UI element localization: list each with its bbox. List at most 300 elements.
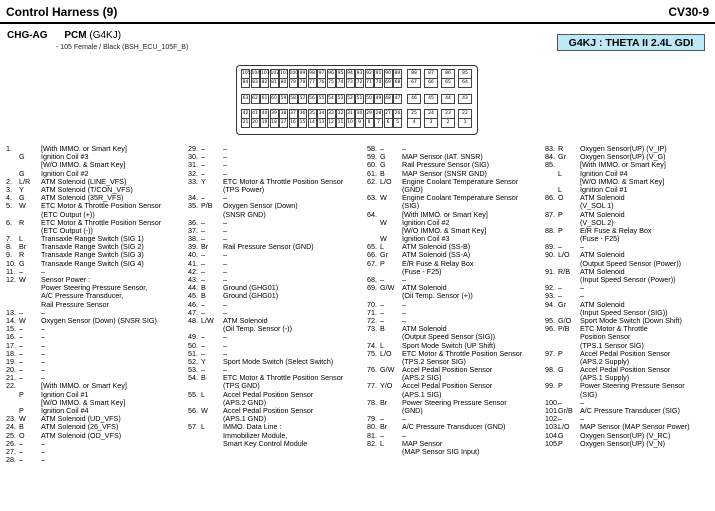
pin-description: – xyxy=(402,430,406,440)
connector-pin: 3 xyxy=(424,118,438,128)
pin-description: (GND) xyxy=(402,406,423,415)
connector-description: - 105 Female / Black (BSH_ECU_105F_B) xyxy=(56,44,189,51)
pin-description: [With IMMO. or Smart Key] xyxy=(41,144,127,153)
wire-color: G xyxy=(19,152,25,162)
pin-description: ATM Solenoid (OD_VFS) xyxy=(41,430,122,440)
pin-description: ATM Solenoid (SS-A) xyxy=(402,250,471,260)
connector-pin: 26 xyxy=(393,109,402,119)
wire-color: B xyxy=(380,324,385,334)
pin-number: 35. xyxy=(188,201,198,211)
pin-description: Engine Coolant Temperature Sensor xyxy=(402,176,519,186)
wire-color: Gr/B xyxy=(558,406,573,415)
pin-description: (TPS Power) xyxy=(223,184,265,194)
pin-description: (Oil Temp. Sensor (+)) xyxy=(402,291,473,301)
connector-pin: 35 xyxy=(308,109,317,119)
connector-pin: 11 xyxy=(336,118,345,128)
wire-color: – xyxy=(201,225,205,235)
connector-pin: 46 xyxy=(407,94,421,104)
pin-number: 10. xyxy=(6,258,16,268)
connector-pin: 101 xyxy=(279,69,288,79)
pin-description: ATM Solenoid xyxy=(580,209,625,219)
connector-pin: 87 xyxy=(424,69,438,79)
connector-pin: 50 xyxy=(365,94,374,104)
wire-color: P xyxy=(558,225,563,235)
connector-pin: 76 xyxy=(317,78,326,88)
pin-description: (SIG) xyxy=(580,389,598,399)
wire-color: L xyxy=(380,340,384,350)
pin-description: – xyxy=(223,275,227,284)
connector-pin: 52 xyxy=(346,94,355,104)
pin-number: 19. xyxy=(6,356,16,366)
pin-number: 93. xyxy=(545,291,555,301)
connector-pin: 34 xyxy=(317,109,326,119)
wire-color: L xyxy=(558,184,562,194)
pin-number: 75. xyxy=(367,348,377,358)
connector-pin: 71 xyxy=(365,78,374,88)
wire-color: – xyxy=(380,315,384,325)
connector-pin: 62 xyxy=(251,94,260,104)
pin-number: 59. xyxy=(367,152,377,162)
connector-pin: 22 xyxy=(458,109,472,119)
pin-number: 1. xyxy=(6,144,12,153)
wire-color: – xyxy=(380,414,384,424)
pin-description: (Fuse - F25) xyxy=(580,234,620,244)
pin-description: E/R Fuse & Relay Box xyxy=(402,258,474,268)
wire-color: – xyxy=(201,217,205,227)
pin-description: – xyxy=(223,152,227,162)
connector-pin: 55 xyxy=(317,94,326,104)
wire-color: Br xyxy=(380,422,388,432)
pin-number: 99. xyxy=(545,381,555,391)
connector-pin: 38 xyxy=(279,109,288,119)
wire-color: Y/O xyxy=(380,381,393,391)
connector-pin: 44 xyxy=(441,94,455,104)
connector-pin: 2 xyxy=(441,118,455,128)
pin-number: 34. xyxy=(188,193,198,203)
pin-number: 74. xyxy=(367,340,377,350)
chg-label: CHG-AG xyxy=(7,30,48,41)
pin-description: Oxygen Sensor (Down) xyxy=(223,201,298,211)
pin-description: (Oil Temp. Sensor (-)) xyxy=(223,324,292,334)
connector-pin: 7 xyxy=(374,118,383,128)
pin-description: ETC Motor & Throttle Position Sensor xyxy=(41,201,162,211)
connector-pin: 103 xyxy=(260,69,269,79)
pin-description: – xyxy=(223,144,227,153)
connector-pin: 84 xyxy=(241,78,250,88)
pin-number: 14. xyxy=(6,315,16,325)
pin-number: 18. xyxy=(6,348,16,358)
pin-number: 92. xyxy=(545,283,555,293)
pin-number: 83. xyxy=(545,144,555,153)
wire-color: Gr xyxy=(558,152,566,162)
pin-number: 31. xyxy=(188,160,198,170)
connector-pin: 20 xyxy=(251,118,260,128)
wire-color: W xyxy=(380,217,387,227)
connector-pin: 91 xyxy=(374,69,383,79)
pin-number: 46. xyxy=(188,299,198,309)
pin-number: 45. xyxy=(188,291,198,301)
wire-color: P xyxy=(558,438,563,448)
pin-description: – xyxy=(41,455,45,465)
pin-number: 16. xyxy=(6,332,16,342)
connector-pin: 82 xyxy=(260,78,269,88)
wire-color: – xyxy=(19,340,23,350)
connector-pin: 4 xyxy=(407,118,421,128)
pin-number: 20. xyxy=(6,365,16,375)
pin-description: Accel Pedal Position Sensor xyxy=(223,389,314,399)
connector-pin: 18 xyxy=(270,118,279,128)
pin-number: 103. xyxy=(545,422,559,432)
connector-pin: 92 xyxy=(365,69,374,79)
wire-color: – xyxy=(201,152,205,162)
pin-number: 43. xyxy=(188,275,198,284)
wire-color: – xyxy=(19,438,23,448)
pin-number: 23. xyxy=(6,414,16,424)
pin-description: ATM Solenoid (LINE_VFS) xyxy=(41,176,127,186)
connector-pin: 30 xyxy=(355,109,364,119)
pin-description: Accel Pedal Position Sensor xyxy=(223,406,314,415)
pin-number: 30. xyxy=(188,152,198,162)
wire-color: G xyxy=(19,193,25,203)
wire-color: – xyxy=(201,266,205,276)
wire-color: W xyxy=(19,414,26,424)
wire-color: – xyxy=(201,193,205,203)
connector-pin: 72 xyxy=(355,78,364,88)
pin-description: – xyxy=(223,168,227,178)
pin-description: Accel Pedal Position Sensor xyxy=(402,381,493,391)
connector-pin: 93 xyxy=(355,69,364,79)
pin-description: MAP Sensor xyxy=(402,438,443,448)
pin-number: 52. xyxy=(188,356,198,366)
connector-pin: 10 xyxy=(346,118,355,128)
pin-description: – xyxy=(402,299,406,309)
wire-color: – xyxy=(380,307,384,317)
pin-description: A/C Pressure Transducer, xyxy=(41,291,124,301)
pin-description: – xyxy=(402,144,406,153)
pin-description: Engine Coolant Temperature Sensor xyxy=(402,193,519,203)
pin-description: Ignition Coil #2 xyxy=(41,168,89,178)
pin-description: [W/O IMMO. & Smart Key] xyxy=(402,225,487,235)
connector-pin: 23 xyxy=(441,109,455,119)
connector-pin: 41 xyxy=(251,109,260,119)
pin-description: Ignition Coil #3 xyxy=(41,152,89,162)
pin-description: MAP Sensor (IAT. SNSR) xyxy=(402,152,483,162)
wire-color: W xyxy=(201,406,208,415)
wire-color: – xyxy=(558,414,562,424)
connector-pin: 53 xyxy=(336,94,345,104)
connector-pin: 29 xyxy=(365,109,374,119)
wire-color: Br xyxy=(19,242,27,252)
pin-description: (APS.1 SIG) xyxy=(402,389,442,399)
page-code: CV30-9 xyxy=(668,5,709,19)
wire-color: L/W xyxy=(201,315,214,325)
connector-pin: 69 xyxy=(384,78,393,88)
pin-description: – xyxy=(223,266,227,276)
wire-color: – xyxy=(380,275,384,284)
wire-color: L xyxy=(380,438,384,448)
pin-description: [W/O IMMO. & Smart Key] xyxy=(41,397,126,407)
wire-color: L/O xyxy=(380,348,392,358)
pin-description: – xyxy=(41,365,45,375)
pin-number: 17. xyxy=(6,340,16,350)
connector-pin: 37 xyxy=(289,109,298,119)
pin-number: 67. xyxy=(367,258,377,268)
pin-number: 53. xyxy=(188,365,198,375)
connector-pin: 94 xyxy=(346,69,355,79)
wire-color: – xyxy=(380,299,384,309)
wire-color: – xyxy=(201,332,205,342)
pin-description: Ignition Coil #4 xyxy=(41,406,89,415)
connector-pin: 8 xyxy=(365,118,374,128)
pin-number: 71. xyxy=(367,307,377,317)
wire-color: – xyxy=(201,234,205,244)
wire-color: – xyxy=(19,446,23,456)
pin-description: (V_SOL 1) xyxy=(580,201,614,211)
connector-pin: 89 xyxy=(393,69,402,79)
pin-description: Transaxle Range Switch (SIG 4) xyxy=(41,258,144,268)
page-header xyxy=(0,0,715,24)
pin-description: Ignition Coil #1 xyxy=(41,389,89,399)
pin-number: 56. xyxy=(188,406,198,415)
wire-color: – xyxy=(19,356,23,366)
pin-description: A/C Pressure Transducer (SIG) xyxy=(580,406,680,415)
wire-color: Gr xyxy=(380,250,388,260)
pin-description: (TPS GND) xyxy=(223,381,260,391)
connector-pin: 32 xyxy=(336,109,345,119)
connector-pin: 12 xyxy=(327,118,336,128)
pin-number: 66. xyxy=(367,250,377,260)
wire-color: P/B xyxy=(558,324,570,334)
connector-pin: 63 xyxy=(241,94,250,104)
connector-pin: 81 xyxy=(270,78,279,88)
pin-description: – xyxy=(41,356,45,366)
pin-number: 65. xyxy=(367,242,377,252)
pin-number: 96. xyxy=(545,324,555,334)
pin-description: Ignition Coil #1 xyxy=(580,184,628,194)
wire-color: B xyxy=(201,283,206,293)
wire-color: R xyxy=(19,250,25,260)
pin-description: – xyxy=(223,250,227,260)
pin-description: Oxygen Sensor(UP) (V_G) xyxy=(580,152,666,162)
connector-pin: 57 xyxy=(298,94,307,104)
wire-color: L/R xyxy=(19,176,31,186)
pin-number: 8. xyxy=(6,242,12,252)
pin-description: (APS.2 GND) xyxy=(223,397,267,407)
pin-description: (ETC Output (+)) xyxy=(41,209,95,219)
wire-color: P xyxy=(558,381,563,391)
pin-number: 94. xyxy=(545,299,555,309)
pin-number: 58. xyxy=(367,144,377,153)
connector-pin: 39 xyxy=(270,109,279,119)
pin-number: 33. xyxy=(188,176,198,186)
pin-description: Oxygen Sensor(UP) (V_RC) xyxy=(580,430,671,440)
connector-pin: 27 xyxy=(384,109,393,119)
pin-number: 78. xyxy=(367,397,377,407)
connector-pin: 48 xyxy=(384,94,393,104)
connector-label xyxy=(7,30,121,41)
pin-number: 9. xyxy=(6,250,12,260)
wire-color: – xyxy=(380,430,384,440)
pin-description: – xyxy=(402,275,406,284)
pin-description: ATM Solenoid xyxy=(580,193,625,203)
wire-color: W xyxy=(19,275,26,284)
pin-description: A/C Pressure Transducer (GND) xyxy=(402,422,506,432)
wire-color: L xyxy=(558,168,562,178)
connector-diagram xyxy=(236,65,478,135)
pin-number: 13. xyxy=(6,307,16,317)
pin-description: (ETC Output (-)) xyxy=(41,225,93,235)
wire-color: G/W xyxy=(380,365,395,375)
pin-number: 5. xyxy=(6,201,12,211)
connector-pin: 80 xyxy=(279,78,288,88)
pin-number: 44. xyxy=(188,283,198,293)
pin-description: – xyxy=(580,291,584,301)
pin-description: ETC Motor & Throttle Position Sensor xyxy=(402,348,523,358)
connector-pin: 79 xyxy=(289,78,298,88)
pin-number: 60. xyxy=(367,160,377,170)
wire-color: – xyxy=(201,160,205,170)
pin-number: 32. xyxy=(188,168,198,178)
connector-pin: 68 xyxy=(393,78,402,88)
connector-pin: 25 xyxy=(407,109,421,119)
connector-pin: 64 xyxy=(458,78,472,88)
wire-color: P xyxy=(19,389,24,399)
pin-number: 101. xyxy=(545,406,559,415)
connector-pin: 45 xyxy=(424,94,438,104)
pin-description: Ignition Coil #3 xyxy=(402,234,450,244)
wire-color: – xyxy=(201,365,205,375)
connector-pin: 74 xyxy=(336,78,345,88)
wire-color: – xyxy=(19,348,23,358)
pin-description: Power Steering Pressure Sensor, xyxy=(41,283,148,293)
pin-number: 79. xyxy=(367,414,377,424)
connector-pin: 47 xyxy=(393,94,402,104)
pin-description: – xyxy=(41,373,45,383)
pin-description: Ground (GHG01) xyxy=(223,291,279,301)
pin-description: ATM Solenoid xyxy=(223,315,268,325)
pin-number: 29. xyxy=(188,144,198,153)
connector-pin: 28 xyxy=(374,109,383,119)
connector-pin: 98 xyxy=(308,69,317,79)
wire-color: – xyxy=(558,283,562,293)
pin-description: Transaxle Range Switch (SIG 1) xyxy=(41,234,144,244)
wire-color: – xyxy=(19,266,23,276)
connector-pin: 51 xyxy=(355,94,364,104)
pin-number: 85. xyxy=(545,160,555,170)
engine-badge: G4KJ : THETA II 2.4L GDI xyxy=(557,34,705,51)
pin-description: Sport Mode Switch (Down Shift) xyxy=(580,315,682,325)
pin-number: 48. xyxy=(188,315,198,325)
pin-description: Transaxle Range Switch (SIG 3) xyxy=(41,250,144,260)
pin-description: (SIG) xyxy=(402,201,420,211)
connector-pin: 77 xyxy=(308,78,317,88)
pin-description: Immobilizer Module, xyxy=(223,430,288,440)
pin-description: – xyxy=(223,299,227,309)
wire-color: – xyxy=(201,307,205,317)
wire-color: G xyxy=(380,152,386,162)
pin-description: ATM Solenoid (T/CON_VFS) xyxy=(41,184,133,194)
pin-description: ATM Solenoid xyxy=(402,324,447,334)
pin-description: Accel Pedal Position Sensor xyxy=(580,365,671,375)
pin-number: 95. xyxy=(545,315,555,325)
pin-description: (APS.1 Supply) xyxy=(580,373,630,383)
connector-pin: 1 xyxy=(458,118,472,128)
connector-pin: 40 xyxy=(260,109,269,119)
pin-number: 28. xyxy=(6,455,16,465)
wire-color: Y xyxy=(201,356,206,366)
wire-color: – xyxy=(201,144,205,153)
wire-color: L/O xyxy=(558,250,570,260)
wire-color: O xyxy=(19,430,25,440)
pin-description: – xyxy=(223,307,227,317)
pin-number: 97. xyxy=(545,348,555,358)
pin-number: 26. xyxy=(6,438,16,448)
pin-number: 70. xyxy=(367,299,377,309)
pin-description: – xyxy=(41,446,45,456)
wire-color: – xyxy=(201,258,205,268)
connector-pin: 9 xyxy=(355,118,364,128)
wire-color: P/B xyxy=(201,201,213,211)
wire-color: G xyxy=(380,160,386,170)
pin-description: – xyxy=(223,234,227,244)
connector-pin: 54 xyxy=(327,94,336,104)
connector-pin: 36 xyxy=(298,109,307,119)
pin-description: ATM Solenoid xyxy=(580,250,625,260)
pin-description: Transaxle Range Switch (SIG 2) xyxy=(41,242,144,252)
wire-color: O xyxy=(558,193,564,203)
connector-pin: 43 xyxy=(458,94,472,104)
pin-description: – xyxy=(223,365,227,375)
pin-description: – xyxy=(41,266,45,276)
pin-number: 91. xyxy=(545,266,555,276)
connector-pin: 67 xyxy=(407,78,421,88)
pin-number: 47. xyxy=(188,307,198,317)
pin-number: 88. xyxy=(545,225,555,235)
pin-description: ATM Solenoid (26_VFS) xyxy=(41,422,119,432)
connector-pin: 104 xyxy=(251,69,260,79)
pin-number: 82. xyxy=(367,438,377,448)
pin-description: E/R Fuse & Relay Box xyxy=(580,225,652,235)
connector-pin: 16 xyxy=(289,118,298,128)
pin-number: 41. xyxy=(188,258,198,268)
pin-number: 15. xyxy=(6,324,16,334)
wire-color: P xyxy=(19,406,24,415)
pin-description: IMMO. Data Line : xyxy=(223,422,282,432)
pin-number: 6. xyxy=(6,217,12,227)
pin-description: MAP Sensor (SNSR GND) xyxy=(402,168,487,178)
pin-number: 68. xyxy=(367,275,377,284)
connector-pin: 65 xyxy=(441,78,455,88)
pin-number: 77. xyxy=(367,381,377,391)
pin-description: ETC Motor & Throttle Position Sensor xyxy=(223,176,344,186)
connector-pin: 13 xyxy=(317,118,326,128)
pin-number: 87. xyxy=(545,209,555,219)
pin-description: – xyxy=(580,242,584,252)
connector-pin: 31 xyxy=(346,109,355,119)
pin-number: 86. xyxy=(545,193,555,203)
pin-description: ATM Solenoid xyxy=(580,266,625,276)
pin-number: 80. xyxy=(367,422,377,432)
pin-description: Ground (GHG01) xyxy=(223,283,279,293)
pin-description: Position Sensor xyxy=(580,332,631,342)
pin-description: MAP Sensor (MAP Sensor Power) xyxy=(580,422,690,432)
pin-description: (TPS.1 Sensor SIG) xyxy=(580,340,644,350)
connector-pin: 49 xyxy=(374,94,383,104)
pin-description: – xyxy=(402,307,406,317)
pin-number: 104. xyxy=(545,430,559,440)
wire-color: – xyxy=(558,291,562,301)
pin-number: 72. xyxy=(367,315,377,325)
